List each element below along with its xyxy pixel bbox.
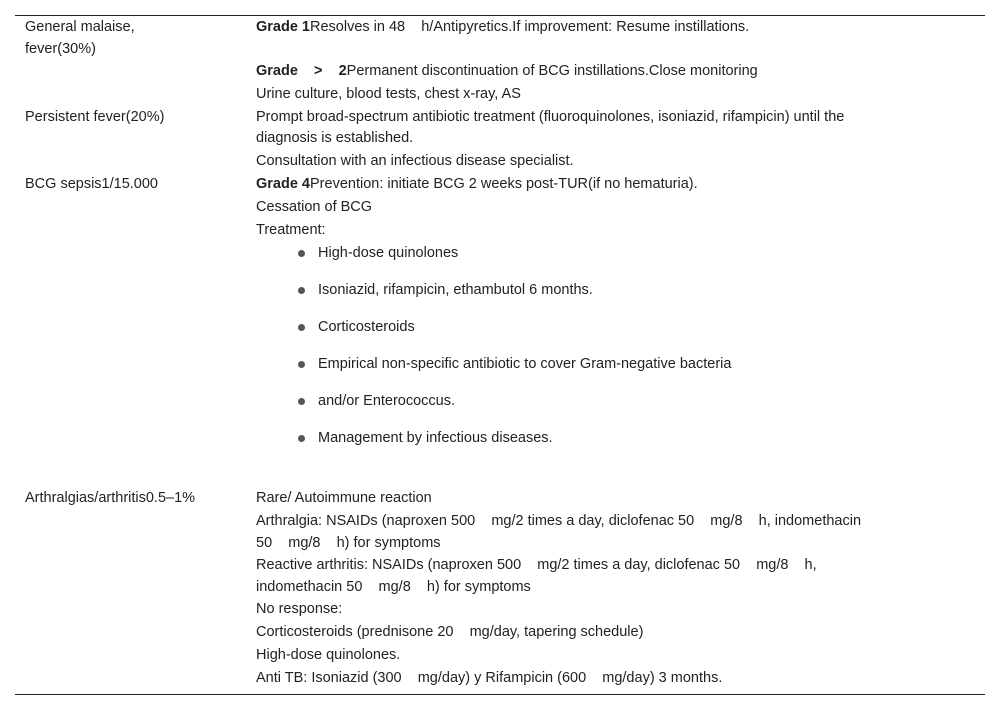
management-line: Urine culture, blood tests, chest x-ray, AS xyxy=(256,86,521,102)
bullet-icon xyxy=(298,398,305,405)
bullet-icon xyxy=(298,287,305,294)
management-line: Rare/ Autoimmune reaction xyxy=(256,490,432,506)
management-line: Arthralgia: NSAIDs (naproxen 500 mg/2 times a day, diclofenac 50 mg/8 h, indomethacin xyxy=(256,513,862,529)
list-item: and/or Enterococcus. xyxy=(318,393,456,409)
management-line: Anti TB: Isoniazid (300 mg/day) y Rifampicin (600 mg/day) 3 months. xyxy=(256,670,723,686)
event-cell: BCG sepsis1/15.000 xyxy=(25,176,158,192)
grade-label: Grade 4 xyxy=(256,176,310,192)
management-line: 50 mg/8 h) for symptoms xyxy=(256,535,441,551)
grade-1-line xyxy=(256,18,749,36)
management-line: Reactive arthritis: NSAIDs (naproxen 500 mg/2 times a day, diclofenac 50 mg/8 h, xyxy=(256,557,817,573)
management-line: Treatment: xyxy=(256,222,326,238)
event-cell: fever(30%) xyxy=(25,41,96,57)
table-top-rule xyxy=(15,15,985,16)
grade-4-line xyxy=(256,175,698,193)
grade-text: Resolves in 48 h/Antipyretics.If improvement: Resume instillations. xyxy=(310,19,750,35)
management-line: diagnosis is established. xyxy=(256,130,414,146)
management-line: Corticosteroids (prednisone 20 mg/day, tapering schedule) xyxy=(256,624,644,640)
management-line: Prompt broad-spectrum antibiotic treatment (fluoroquinolones, isoniazid, rifampicin) until the xyxy=(256,109,845,125)
list-item: High-dose quinolones xyxy=(318,245,459,261)
management-line: No response: xyxy=(256,601,343,617)
list-item: Empirical non-specific antibiotic to cover Gram-negative bacteria xyxy=(318,356,732,372)
bullet-icon xyxy=(298,361,305,368)
list-item: Isoniazid, rifampicin, ethambutol 6 months. xyxy=(318,282,593,298)
management-line: High-dose quinolones. xyxy=(256,647,401,663)
event-cell: Arthralgias/arthritis0.5–1% xyxy=(25,490,196,506)
list-item: Corticosteroids xyxy=(318,319,415,335)
grade-text: Prevention: initiate BCG 2 weeks post-TUR(if no hematuria). xyxy=(310,176,698,192)
management-line: Consultation with an infectious disease specialist. xyxy=(256,153,574,169)
bullet-icon xyxy=(298,324,305,331)
event-cell: Persistent fever(20%) xyxy=(25,109,165,125)
table-bottom-rule xyxy=(15,694,985,695)
management-line: Cessation of BCG xyxy=(256,199,373,215)
event-cell: General malaise, xyxy=(25,19,135,35)
grade-text: Permanent discontinuation of BCG instillations.Close monitoring xyxy=(346,63,758,79)
bullet-icon xyxy=(298,435,305,442)
management-line: indomethacin 50 mg/8 h) for symptoms xyxy=(256,579,531,595)
list-item: Management by infectious diseases. xyxy=(318,430,553,446)
grade-label: Grade 1 xyxy=(256,19,310,35)
grade-label: Grade > 2 xyxy=(256,63,347,79)
grade-2-line xyxy=(256,62,758,80)
bullet-icon xyxy=(298,250,305,257)
